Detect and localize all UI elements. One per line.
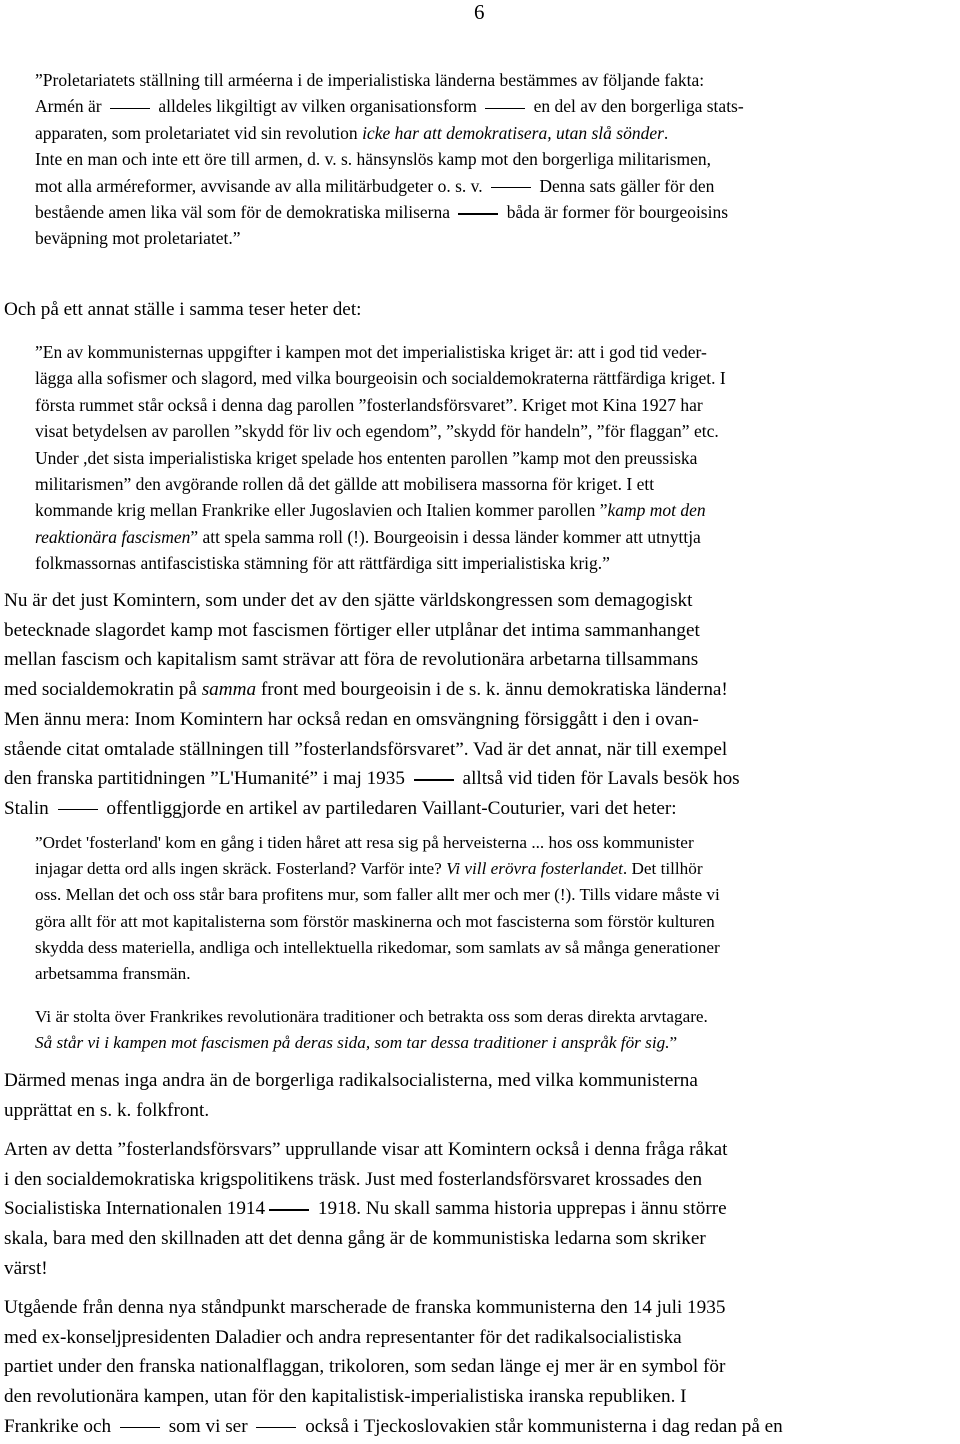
text-line [35,1004,955,1030]
text-run: Arten av detta ”fosterlandsförsvars” upprullande visar att Komintern också i denna fråga råkat [4,1139,728,1160]
text-line [4,616,956,646]
text-line [35,909,955,935]
body-paragraph-radicals [4,1066,956,1125]
text-run: bestående amen lika väl som för de demokratiska miliserna [35,202,455,223]
text-line [4,675,956,705]
text-run: ”Proletariatets ställning till arméerna i de imperialistiska länderna bestämmes av följande fakta: [35,70,705,90]
text-line [4,794,956,824]
text-run: Inte en man och inte ett öre till armen, d. v. s. hänsynslös kamp mot den borgerliga militarismen, [35,149,712,170]
text-run: ”En av kommunisternas uppgifter i kampen mot det imperialistiska kriget är: att i god tid veder- [35,342,707,362]
text-run: skala, bara med den skillnaden att det denna gång är de kommunistiska ledarna som skriker [4,1228,706,1250]
text-line [35,524,945,550]
text-line [4,735,956,765]
text-line [35,445,945,471]
quote-paragraph-comintern [35,339,945,577]
text-run: också i Tjeckoslovakien står kommunisterna i dag redan på en [300,1415,783,1437]
text-run: mellan fascism och kapitalism samt strävar att föra de revolutionära arbetarna tillsammans [4,649,699,671]
text-line [35,497,945,523]
text-run: injagar detta ord alls ingen skräck. Fosterland? Varför inte? [35,859,447,879]
text-run: mot alla arméreformer, avvisande av alla militärbudgeter o. s. v. [35,175,488,196]
text-line [35,146,945,172]
em-dash-rule [58,809,98,811]
text-run: upprättat en s. k. folkfront. [4,1099,210,1121]
text-line [4,295,956,325]
text-line [4,705,956,735]
quote-paragraph-theses [35,67,945,252]
text-line [4,1293,956,1323]
text-run: beväpning mot proletariatet.” [35,228,241,249]
page-number: 6 [474,0,485,24]
em-dash-rule [110,108,150,110]
body-paragraph-july14 [4,1293,956,1442]
text-line [4,1382,956,1412]
text-line [35,882,955,908]
text-run: offentliggjorde en artikel av partiledaren Vaillant-Couturier, vari det heter: [101,797,677,819]
italic-text: samma [201,679,257,701]
body-paragraph-intro [4,295,956,325]
text-run: Under ,det sista imperialistiska kriget spelade hos ententen parollen ”kamp mot den preussiska [35,447,698,468]
text-run: Men ännu mera: Inom Komintern har också redan en omsvängning försiggått i den i ovan- [4,708,699,730]
text-run: Vi är stolta över Frankrikes revolutionära traditioner och betrakta oss som deras direkta arvtagare. [35,1007,708,1026]
text-run: stående citat omtalade ställningen till ”fosterlandsförsvaret”. Vad är det annat, när till exempel [4,738,728,760]
text-run: Nu är det just Komintern, som under det av den sjätte världskongressen som demagogiskt [4,590,693,611]
text-run: 1918. Nu skall samma historia upprepas i ännu större [313,1198,727,1220]
text-run: Socialistiska Internationalen 1914 [4,1198,266,1220]
text-line [4,1096,956,1126]
text-run: ”Ordet 'fosterland' kom en gång i tiden håret att resa sig på herveisterna ... hos oss kommunister [35,833,694,852]
text-run: göra allt för att mot kapitalisterna som förstör maskinerna och mot fascisterna som förstör kulturen [35,911,715,931]
text-run: Armén är [35,96,106,117]
italic-text: Vi vill erövra fosterlandet [446,859,623,879]
text-run: . Det tillhör [622,859,703,879]
body-paragraph-defense [4,1135,956,1284]
text-run: Utgående från denna nya ståndpunkt marscherade de franska kommunisterna den 14 juli 1935 [4,1297,726,1318]
em-dash-rule [458,213,498,215]
text-run: Denna sats gäller för den [535,175,715,196]
text-run: kommande krig mellan Frankrike eller Jugoslavien och Italien kommer parollen ” [35,500,608,521]
text-line [4,645,956,675]
text-run: Frankrike och [4,1415,116,1437]
text-line [35,1030,955,1056]
text-line [4,1352,956,1382]
text-line [35,935,955,961]
text-run: Och på ett annat ställe i samma teser heter det: [4,299,362,320]
text-line [35,392,945,418]
text-line [35,471,945,497]
text-line [4,1224,956,1254]
text-line [35,199,945,225]
text-line [4,1194,956,1224]
text-run: en del av den borgerliga stats- [529,96,744,117]
text-line [35,830,955,856]
italic-text: kamp mot den [607,500,706,521]
italic-text: icke har att demokratisera, utan slå sönder [362,122,664,143]
em-dash-rule [269,1209,309,1211]
text-run: folkmassornas antifascistiska stämning för att rättfärdiga sitt imperialistiska krig.” [35,553,610,574]
quote-paragraph-humanite [35,830,955,987]
text-run: arbetsamma fransmän. [35,964,191,984]
text-run: med socialdemokratin på [4,679,202,701]
text-line [4,1254,956,1284]
text-line [4,586,956,616]
text-run: värst! [4,1257,48,1279]
em-dash-rule [414,779,454,781]
text-run: ” att spela samma roll (!). Bourgeoisin i dessa länder kommer att utnyttja [190,526,701,547]
text-run: den franska partitidningen ”L'Humanité” i maj 1935 [4,768,410,790]
text-run: partiet under den franska nationalflaggan, trikoloren, som sedan länge ej mer är en symbol för [4,1356,726,1378]
text-line [35,225,945,251]
text-run: apparaten, som proletariatet vid sin revolution [35,122,363,143]
text-run: oss. Mellan det och oss står bara profitens mur, som faller allt mer och mer (!). Tills vidare måste vi [35,885,720,905]
text-line [35,856,955,882]
body-paragraph-komintern [4,586,956,824]
text-line [35,339,945,365]
text-run: . [663,122,669,143]
text-line [35,93,945,119]
text-run: betecknade slagordet kamp mot fascismen förtiger eller utplånar det intima sammanhanget [4,619,700,641]
text-run: alldeles likgiltigt av vilken organisationsform [153,96,482,117]
text-line [35,961,955,987]
text-run: skydda dess materiella, andliga och intellektuella rikedomar, som samlats av så många generationer [35,937,720,957]
em-dash-rule [120,1427,160,1429]
text-run: militarismen” den avgörande rollen då det gällde att mobilisera massorna för kriget. I ett [35,474,655,495]
text-line [35,173,945,199]
text-run: den revolutionära kampen, utan för den kapitalistisk-imperialistiska iranska republiken. I [4,1386,687,1408]
em-dash-rule [491,187,531,189]
text-run: visat betydelsen av parollen ”skydd för liv och egendom”, ”skydd för handeln”, ”för flaggan” etc. [35,421,719,442]
text-line [4,1323,956,1353]
text-run: båda är former för bourgeoisins [502,202,729,223]
text-run: front med bourgeoisin i de s. k. ännu demokratiska länderna! [256,679,728,701]
text-run: i den socialdemokratiska krigspolitikens träsk. Just med fosterlandsförsvaret krossades den [4,1168,703,1190]
text-line [35,67,945,93]
text-run: lägga alla sofismer och slagord, med vilka bourgeoisin och socialdemokraterna rättfärdiga kriget. I [35,368,726,389]
text-run: med ex-konseljpresidenten Daladier och andra representanter för det radikalsocialistiska [4,1326,682,1348]
text-line [35,418,945,444]
text-line [4,1165,956,1195]
text-run: ” [669,1033,678,1053]
text-line [4,1066,956,1096]
text-run: som vi ser [163,1415,253,1437]
text-run: Därmed menas inga andra än de borgerliga radikalsocialisterna, med vilka kommunisterna [4,1070,698,1091]
text-line [35,365,945,391]
em-dash-rule [256,1427,296,1429]
text-line [4,1412,956,1442]
text-run: Stalin [4,797,54,819]
text-run: första rummet står också i denna dag parollen ”fosterlandsförsvaret”. Kriget mot Kina 1927 har [35,394,703,415]
text-line [4,1135,956,1165]
text-run: alltså vid tiden för Lavals besök hos [457,768,740,790]
em-dash-rule [485,108,525,110]
text-line [4,764,956,794]
italic-text: reaktionära fascismen [35,526,191,547]
italic-text: Så står vi i kampen mot fascismen på deras sida, som tar dessa traditioner i anspråk för sig. [35,1033,670,1053]
text-line [35,550,945,576]
quote-paragraph-traditions [35,1004,955,1056]
text-line [35,120,945,146]
